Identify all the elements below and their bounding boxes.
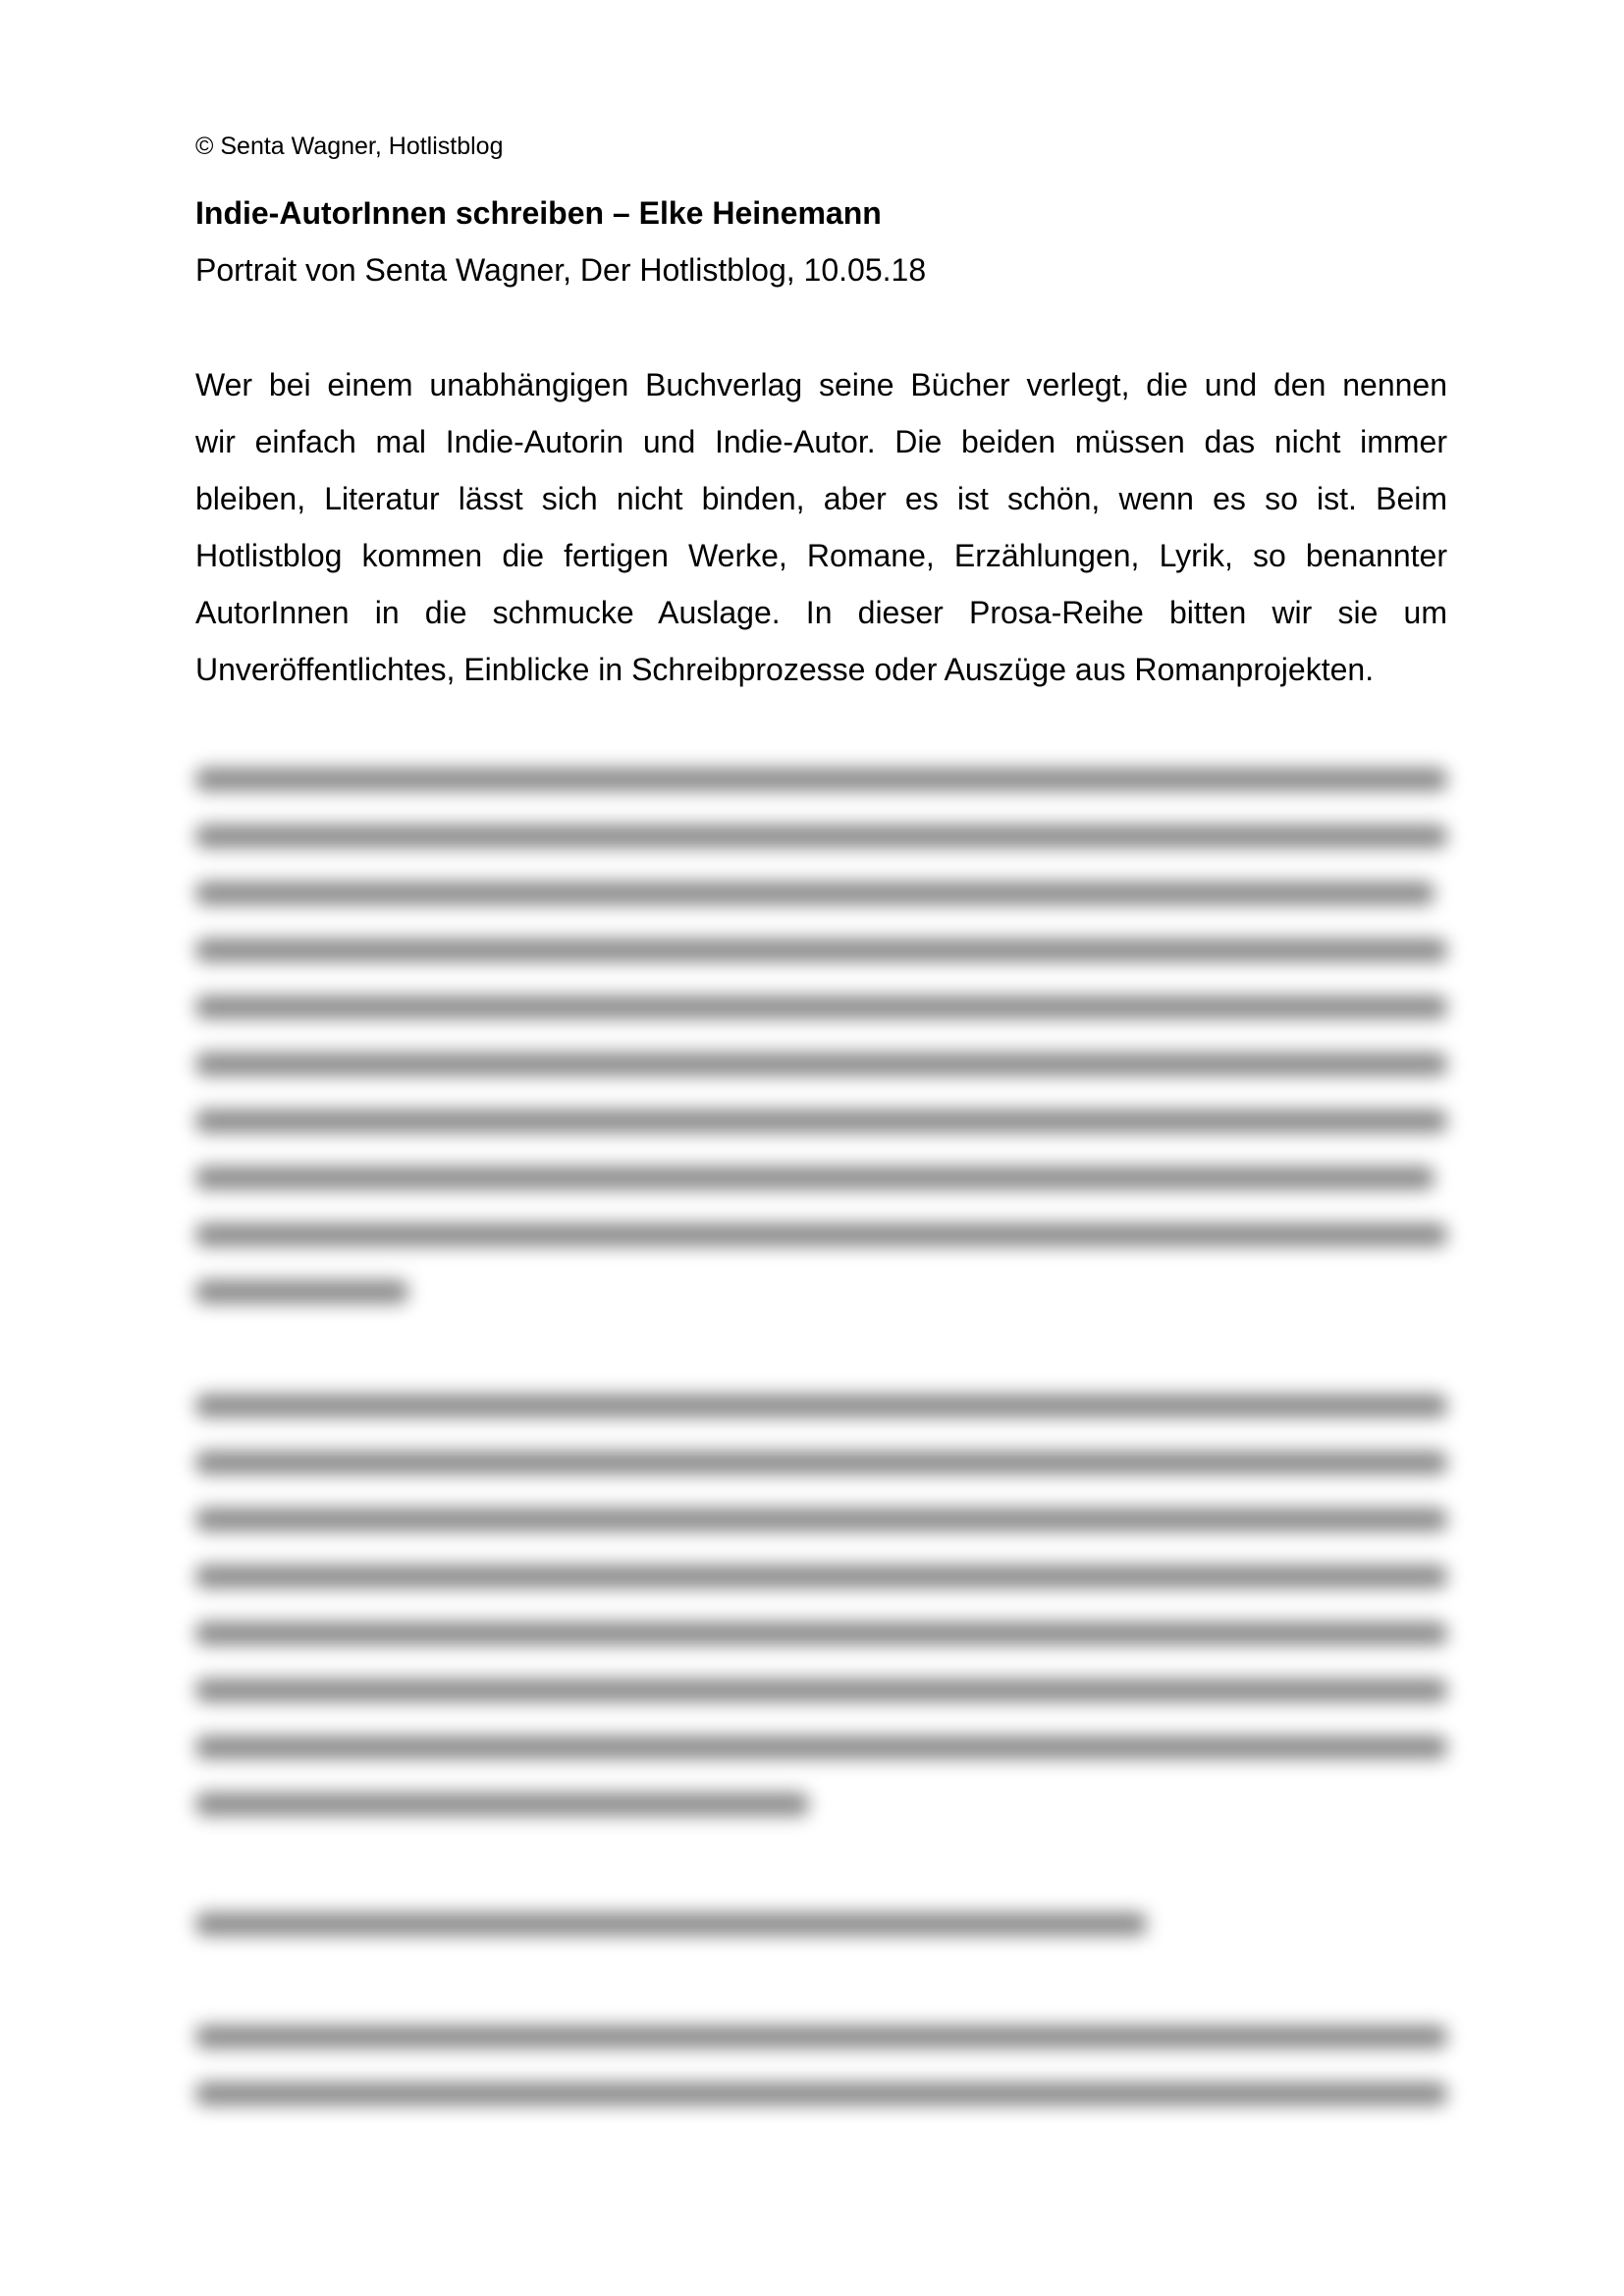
blurred-text-line <box>195 768 1447 791</box>
blurred-text-line <box>195 1394 1447 1417</box>
blurred-text-line <box>195 1565 1447 1588</box>
blurred-text-line <box>195 1109 1447 1133</box>
blurred-text-line <box>195 1735 1447 1759</box>
blurred-text-line <box>195 2025 1447 2049</box>
blurred-text-line <box>195 938 1447 962</box>
blurred-text-line <box>195 1792 809 1816</box>
blurred-paragraph <box>195 2025 1447 2139</box>
intro-line: AutorInnen in die schmucke Auslage. In dieser Prosa-Reihe bitten wir sie um <box>195 595 1447 630</box>
blurred-text-line <box>195 1679 1447 1702</box>
intro-paragraph <box>195 356 1447 698</box>
blurred-text-line <box>195 825 1447 848</box>
blurred-text-line <box>195 2082 1447 2106</box>
blurred-text-line <box>195 1280 408 1304</box>
blurred-section-heading <box>195 1912 1447 1969</box>
blurred-text-line <box>195 1622 1447 1645</box>
blurred-text-line <box>195 1912 1147 1936</box>
blurred-text-line <box>195 1052 1447 1076</box>
blurred-text-line <box>195 1223 1447 1247</box>
blurred-paragraph <box>195 1394 1447 1849</box>
intro-line: Unveröffentlichtes, Einblicke in Schreibprozesse oder Auszüge aus Romanprojekten. <box>195 652 1375 687</box>
intro-line: Wer bei einem unabhängigen Buchverlag seine Bücher verlegt, die und den nennen <box>195 367 1447 402</box>
blurred-text-line <box>195 995 1447 1019</box>
article-subtitle: Portrait von Senta Wagner, Der Hotlistblog, 10.05.18 <box>195 252 927 288</box>
blurred-text-line <box>195 1451 1447 1474</box>
blurred-text-line <box>195 1508 1447 1531</box>
intro-line: Hotlistblog kommen die fertigen Werke, Romane, Erzählungen, Lyrik, so benannter <box>195 538 1447 573</box>
blurred-text-line <box>195 1166 1435 1190</box>
article-title: Indie-AutorInnen schreiben – Elke Heinemann <box>195 195 882 231</box>
intro-line: wir einfach mal Indie-Autorin und Indie-Autor. Die beiden müssen das nicht immer <box>195 424 1447 459</box>
copyright-notice: © Senta Wagner, Hotlistblog <box>195 133 504 160</box>
blurred-text-line <box>195 881 1435 905</box>
blurred-paragraph <box>195 768 1447 1337</box>
intro-line: bleiben, Literatur lässt sich nicht binden, aber es ist schön, wenn es so ist. Beim <box>195 481 1447 516</box>
